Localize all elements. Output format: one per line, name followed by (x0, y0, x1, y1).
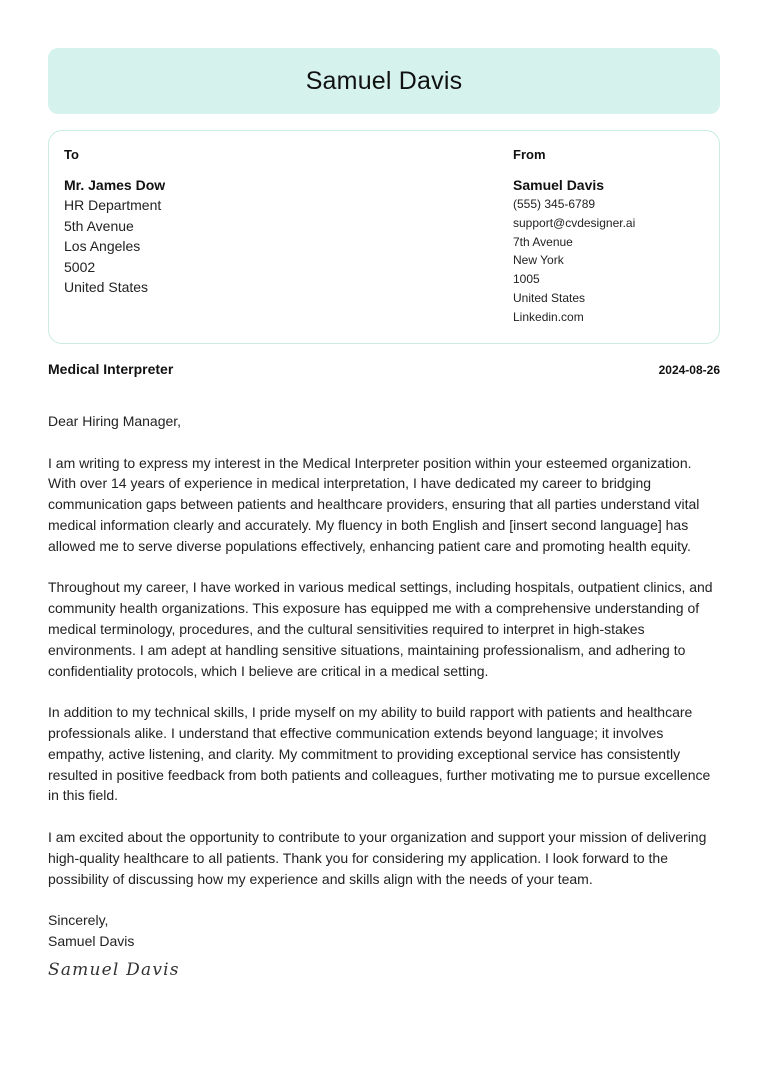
letter-date: 2024-08-26 (658, 363, 720, 377)
recipient-country: United States (64, 279, 149, 296)
sender-email: support@cvdesigner.ai (513, 215, 636, 230)
closing-block (48, 910, 720, 952)
recipient-postal-code: 5002 (64, 258, 96, 275)
sender-street: 7th Avenue (513, 234, 573, 249)
recipient-department: HR Department (64, 197, 162, 213)
letter-meta (48, 361, 720, 377)
sender-country: United States (513, 290, 586, 305)
address-box (48, 130, 720, 344)
paragraph: I am writing to express my interest in the Medical Interpreter position within your esteemed organization. With over 14 years of experience in medical interpretation, I have dedicated my career to bridging communication gaps between patients and healthcare providers, ensuring that all parties understand vital medical information clearly and accurately. My fluency in both English and [insert second language] has allowed me to serve diverse populations effectively, enhancing patient care and promoting health equity. (48, 454, 700, 554)
job-title: Medical Interpreter (48, 361, 174, 377)
recipient-heading: To (64, 147, 79, 162)
name-header (48, 48, 720, 114)
sender-name: Samuel Davis (513, 177, 605, 193)
closing-name: Samuel Davis (48, 932, 135, 949)
recipient-city: Los Angeles (64, 238, 141, 255)
sender-linkedin: Linkedin.com (513, 309, 584, 324)
sender-postal-code: 1005 (513, 272, 540, 287)
cover-letter-page (48, 48, 720, 981)
paragraph: I am excited about the opportunity to contribute to your organization and support your mission of delivering high-quality healthcare to all patients. Thank you for considering my application. I look forward to the possibility of discussing how my experience and skills align with the needs of your team. (48, 828, 707, 887)
salutation: Dear Hiring Manager, (48, 413, 182, 429)
recipient-name: Mr. James Dow (64, 177, 166, 193)
recipient-street: 5th Avenue (64, 217, 134, 234)
paragraph: In addition to my technical skills, I pride myself on my ability to build rapport with patients and healthcare professionals alike. I understand that effective communication extends beyond language; it involves empathy, active listening, and clarity. My commitment to providing exceptional service has consistently resulted in positive feedback from both patients and colleagues, further motivating me to pursue excellence in this field. (48, 704, 711, 804)
sender-phone: (555) 345-6789 (513, 197, 596, 211)
letter-body (48, 411, 720, 981)
recipient-block (64, 147, 165, 298)
closing-phrase: Sincerely, (48, 912, 109, 929)
applicant-name: Samuel Davis (305, 66, 463, 95)
sender-block (513, 147, 635, 327)
handwritten-signature: Samuel Davis (48, 959, 180, 980)
paragraph: Throughout my career, I have worked in various medical settings, including hospitals, outpatient clinics, and community health organizations. This exposure has equipped me with a comprehensive understanding of medical terminology, procedures, and the cultural sensitivities required to interpret in high-stakes environments. I am adept at handling sensitive situations, maintaining professionalism, and adhering to confidentiality protocols, which I believe are critical in a medical setting. (48, 579, 713, 679)
sender-heading: From (513, 147, 546, 162)
sender-city: New York (513, 253, 564, 268)
